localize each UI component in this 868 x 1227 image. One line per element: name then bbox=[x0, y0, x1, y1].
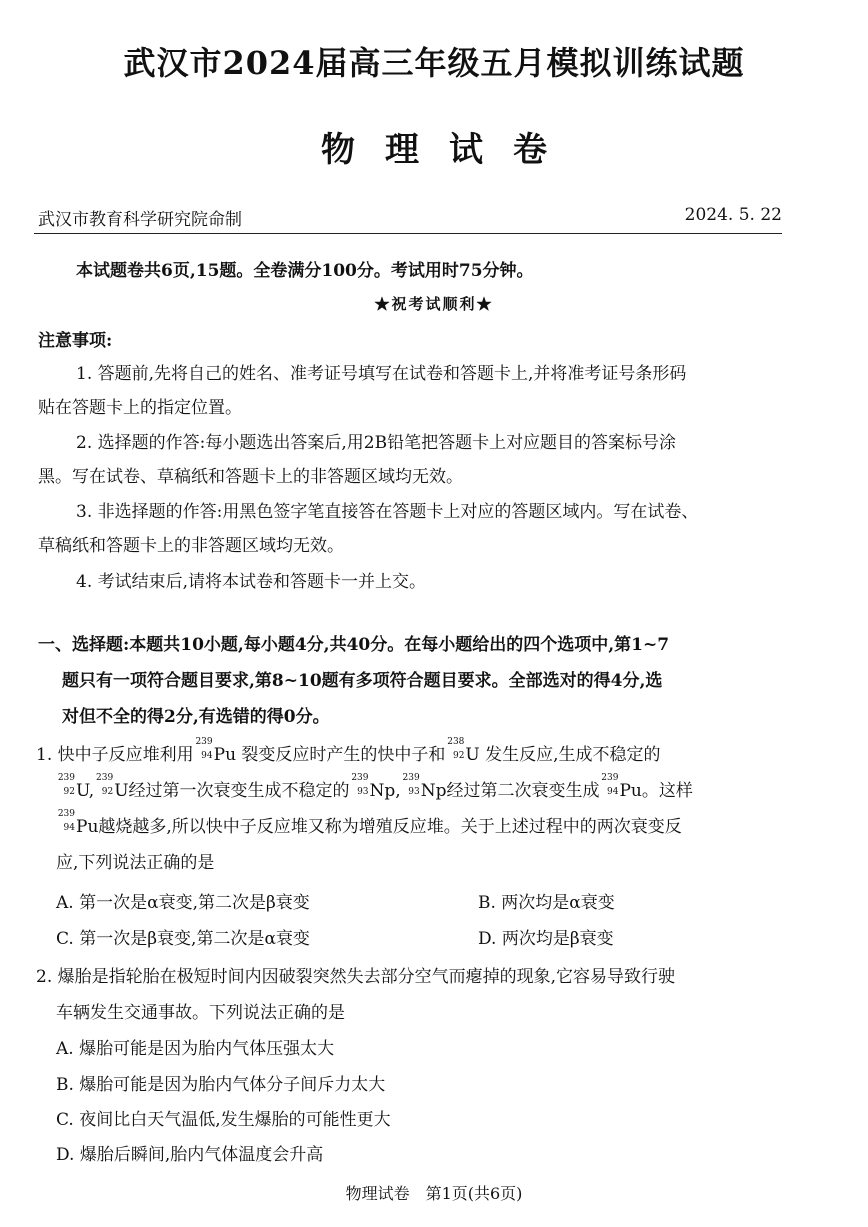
nuclide-u238: 238 92 bbox=[447, 737, 465, 761]
q2-option-c: C. 夜间比白天气温低,发生爆胎的可能性更大 bbox=[56, 1110, 391, 1130]
nuclide-np239: 239 93 bbox=[351, 773, 369, 797]
section-1-line-1: 一、选择题:本题共10小题,每小题4分,共40分。在每小题给出的四个选项中,第1~7 bbox=[38, 635, 670, 655]
nuclide-u239: 239 92 bbox=[57, 773, 75, 797]
question-2-line-2: 车辆发生交通事故。下列说法正确的是 bbox=[56, 1003, 345, 1023]
issuer: 武汉市教育科学研究院命制 bbox=[38, 210, 242, 230]
question-1-line-3: 239 94 Pu越烧越多,所以快中子反应堆又称为增殖反应堆。关于上述过程中的两次衰变反 bbox=[57, 809, 682, 837]
note-2-line-2: 黑。写在试卷、草稿纸和答题卡上的非答题区域均无效。 bbox=[38, 467, 463, 487]
section-1-line-3: 对但不全的得2分,有选错的得0分。 bbox=[62, 707, 330, 727]
q1-option-a: A. 第一次是α衰变,第二次是β衰变 bbox=[56, 893, 310, 913]
page-footer: 物理试卷 第1页(共6页) bbox=[345, 1184, 523, 1203]
subject-title: 物理试卷 bbox=[321, 130, 577, 170]
q2-option-b: B. 爆胎可能是因为胎内气体分子间斥力太大 bbox=[56, 1075, 386, 1095]
question-1-line-1: 1. 快中子反应堆利用 239 94 Pu 裂变反应时产生的快中子和 238 92 U 发生反应,生成不稳定的 bbox=[36, 737, 661, 765]
exam-title: 武汉市2024届高三年级五月模拟训练试题 bbox=[123, 44, 745, 82]
note-4: 4. 考试结束后,请将本试卷和答题卡一并上交。 bbox=[76, 572, 427, 592]
question-1-line-4: 应,下列说法正确的是 bbox=[56, 853, 215, 873]
good-luck-banner: ★祝考试顺利★ bbox=[374, 295, 494, 313]
header-divider bbox=[34, 233, 782, 234]
q2-option-d: D. 爆胎后瞬间,胎内气体温度会升高 bbox=[56, 1145, 324, 1165]
exam-date: 2024. 5. 22 bbox=[684, 205, 782, 225]
nuclide-pu239: 239 94 bbox=[57, 809, 75, 833]
note-1-line-2: 贴在答题卡上的指定位置。 bbox=[38, 398, 242, 418]
note-3-line-1: 3. 非选择题的作答:用黑色签字笔直接答在答题卡上对应的答题区域内。写在试卷、 bbox=[76, 502, 699, 522]
section-1-line-2: 题只有一项符合题目要求,第8~10题有多项符合题目要求。全部选对的得4分,选 bbox=[62, 671, 663, 691]
nuclide-np239: 239 93 bbox=[402, 773, 420, 797]
q1-option-c: C. 第一次是β衰变,第二次是α衰变 bbox=[56, 929, 310, 949]
q1-option-b: B. 两次均是α衰变 bbox=[478, 893, 615, 913]
note-3-line-2: 草稿纸和答题卡上的非答题区域均无效。 bbox=[38, 536, 344, 556]
nuclide-pu239: 239 94 bbox=[195, 737, 213, 761]
note-1-line-1: 1. 答题前,先将自己的姓名、准考证号填写在试卷和答题卡上,并将准考证号条形码 bbox=[76, 364, 687, 384]
notes-heading: 注意事项: bbox=[38, 331, 113, 351]
question-1-line-2: 239 92 U, 239 92 U经过第一次衰变生成不稳定的 239 93 Np, 239 93 Np经过第二次衰变生成 239 94 Pu。这样 bbox=[57, 773, 693, 801]
nuclide-pu239: 239 94 bbox=[601, 773, 619, 797]
question-2-line-1: 2. 爆胎是指轮胎在极短时间内因破裂突然失去部分空气而瘪掉的现象,它容易导致行驶 bbox=[36, 967, 676, 987]
nuclide-u239: 239 92 bbox=[96, 773, 114, 797]
q1-option-d: D. 两次均是β衰变 bbox=[478, 929, 614, 949]
exam-info: 本试题卷共6页,15题。全卷满分100分。考试用时75分钟。 bbox=[76, 261, 534, 281]
q2-option-a: A. 爆胎可能是因为胎内气体压强太大 bbox=[56, 1039, 335, 1059]
note-2-line-1: 2. 选择题的作答:每小题选出答案后,用2B铅笔把答题卡上对应题目的答案标号涂 bbox=[76, 433, 677, 453]
